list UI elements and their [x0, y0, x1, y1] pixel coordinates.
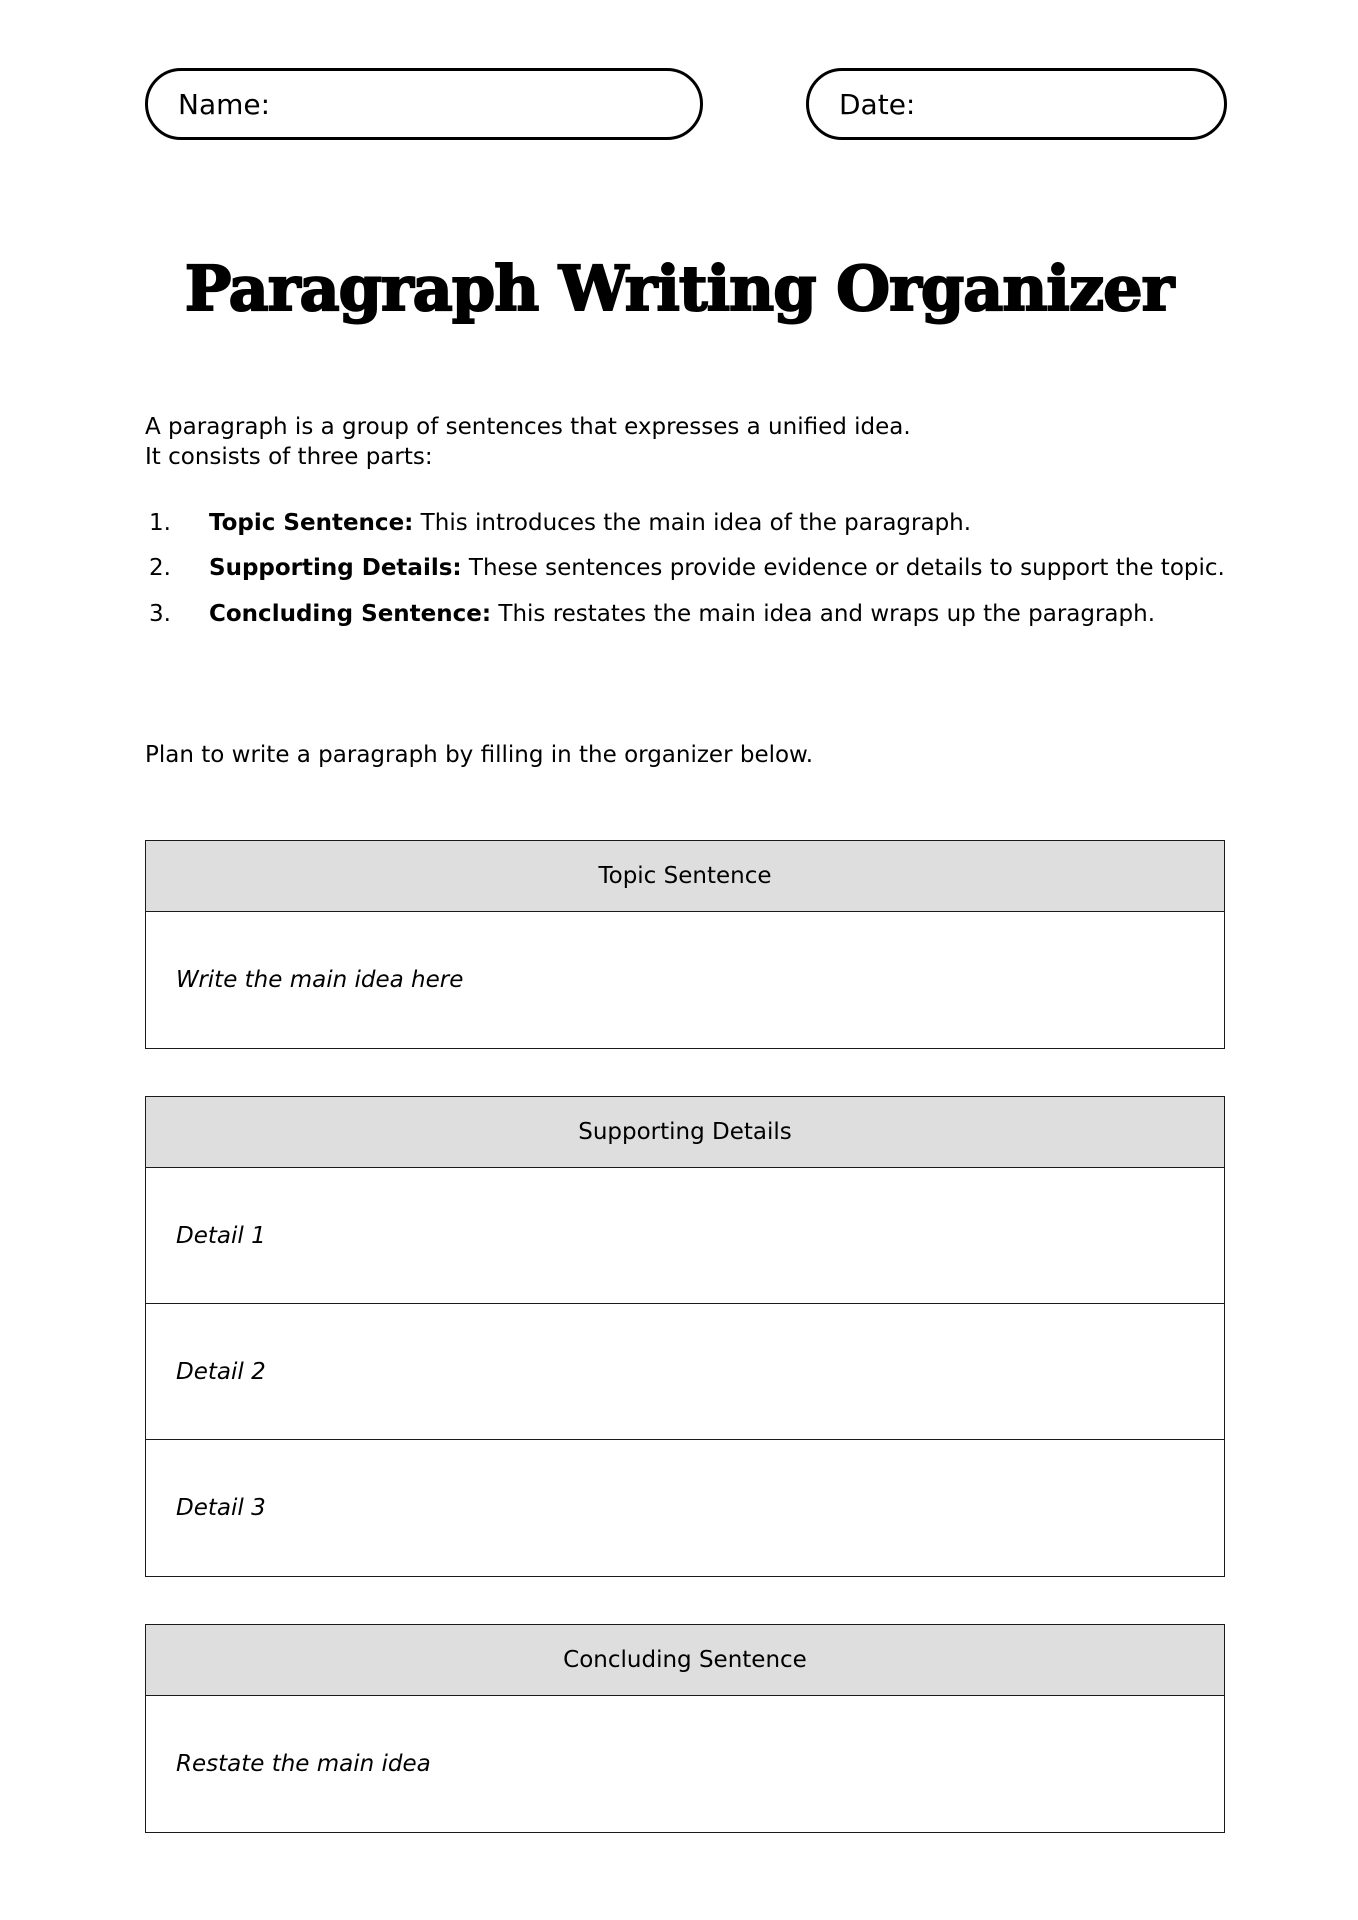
part-description: These sentences provide evidence or details to support the topic.	[461, 555, 1225, 582]
concluding-sentence-field[interactable]	[146, 1696, 1224, 1832]
list-number: 2.	[149, 555, 171, 582]
page-title: Paragraph Writing Organizer	[184, 252, 1174, 325]
topic-sentence-header: Topic Sentence	[146, 841, 1224, 912]
concluding-sentence-header: Concluding Sentence	[146, 1625, 1224, 1696]
intro-line-2: It consists of three parts:	[145, 444, 433, 470]
detail-1-prompt: Detail 1	[176, 1222, 266, 1249]
detail-3-prompt: Detail 3	[176, 1495, 266, 1521]
name-field[interactable]	[145, 68, 703, 140]
date-field[interactable]	[806, 68, 1227, 140]
detail-2-prompt: Detail 2	[176, 1358, 266, 1385]
supporting-details-header: Supporting Details	[146, 1097, 1224, 1168]
name-label: Name:	[178, 87, 271, 121]
list-number: 1.	[149, 509, 171, 536]
list-number: 3.	[149, 600, 171, 627]
list-item	[145, 500, 1245, 546]
part-description: This restates the main idea and wraps up the paragraph.	[491, 600, 1156, 627]
detail-2-field[interactable]	[146, 1304, 1224, 1440]
concluding-sentence-box	[145, 1624, 1225, 1833]
topic-sentence-box	[145, 840, 1225, 1049]
concluding-sentence-prompt: Restate the main idea	[176, 1751, 431, 1777]
supporting-details-box	[145, 1096, 1225, 1577]
intro-line-1: A paragraph is a group of sentences that expresses a unified idea.	[145, 414, 911, 440]
paragraph-parts-list	[145, 500, 1245, 637]
topic-sentence-field[interactable]	[146, 912, 1224, 1048]
part-term: Concluding Sentence:	[209, 600, 492, 627]
list-item	[145, 546, 1245, 592]
detail-3-field[interactable]	[146, 1440, 1224, 1576]
instruction-text: Plan to write a paragraph by filling in the organizer below.	[145, 742, 814, 768]
part-term: Supporting Details:	[209, 555, 462, 582]
topic-sentence-prompt: Write the main idea here	[176, 967, 464, 993]
date-label: Date:	[839, 87, 916, 121]
name-input[interactable]	[280, 78, 670, 130]
part-description: This introduces the main idea of the paragraph.	[413, 509, 972, 536]
part-term: Topic Sentence:	[209, 509, 414, 536]
detail-1-field[interactable]	[146, 1168, 1224, 1304]
intro-text	[145, 412, 1245, 472]
date-input[interactable]	[925, 78, 1253, 130]
list-item	[145, 591, 1245, 637]
